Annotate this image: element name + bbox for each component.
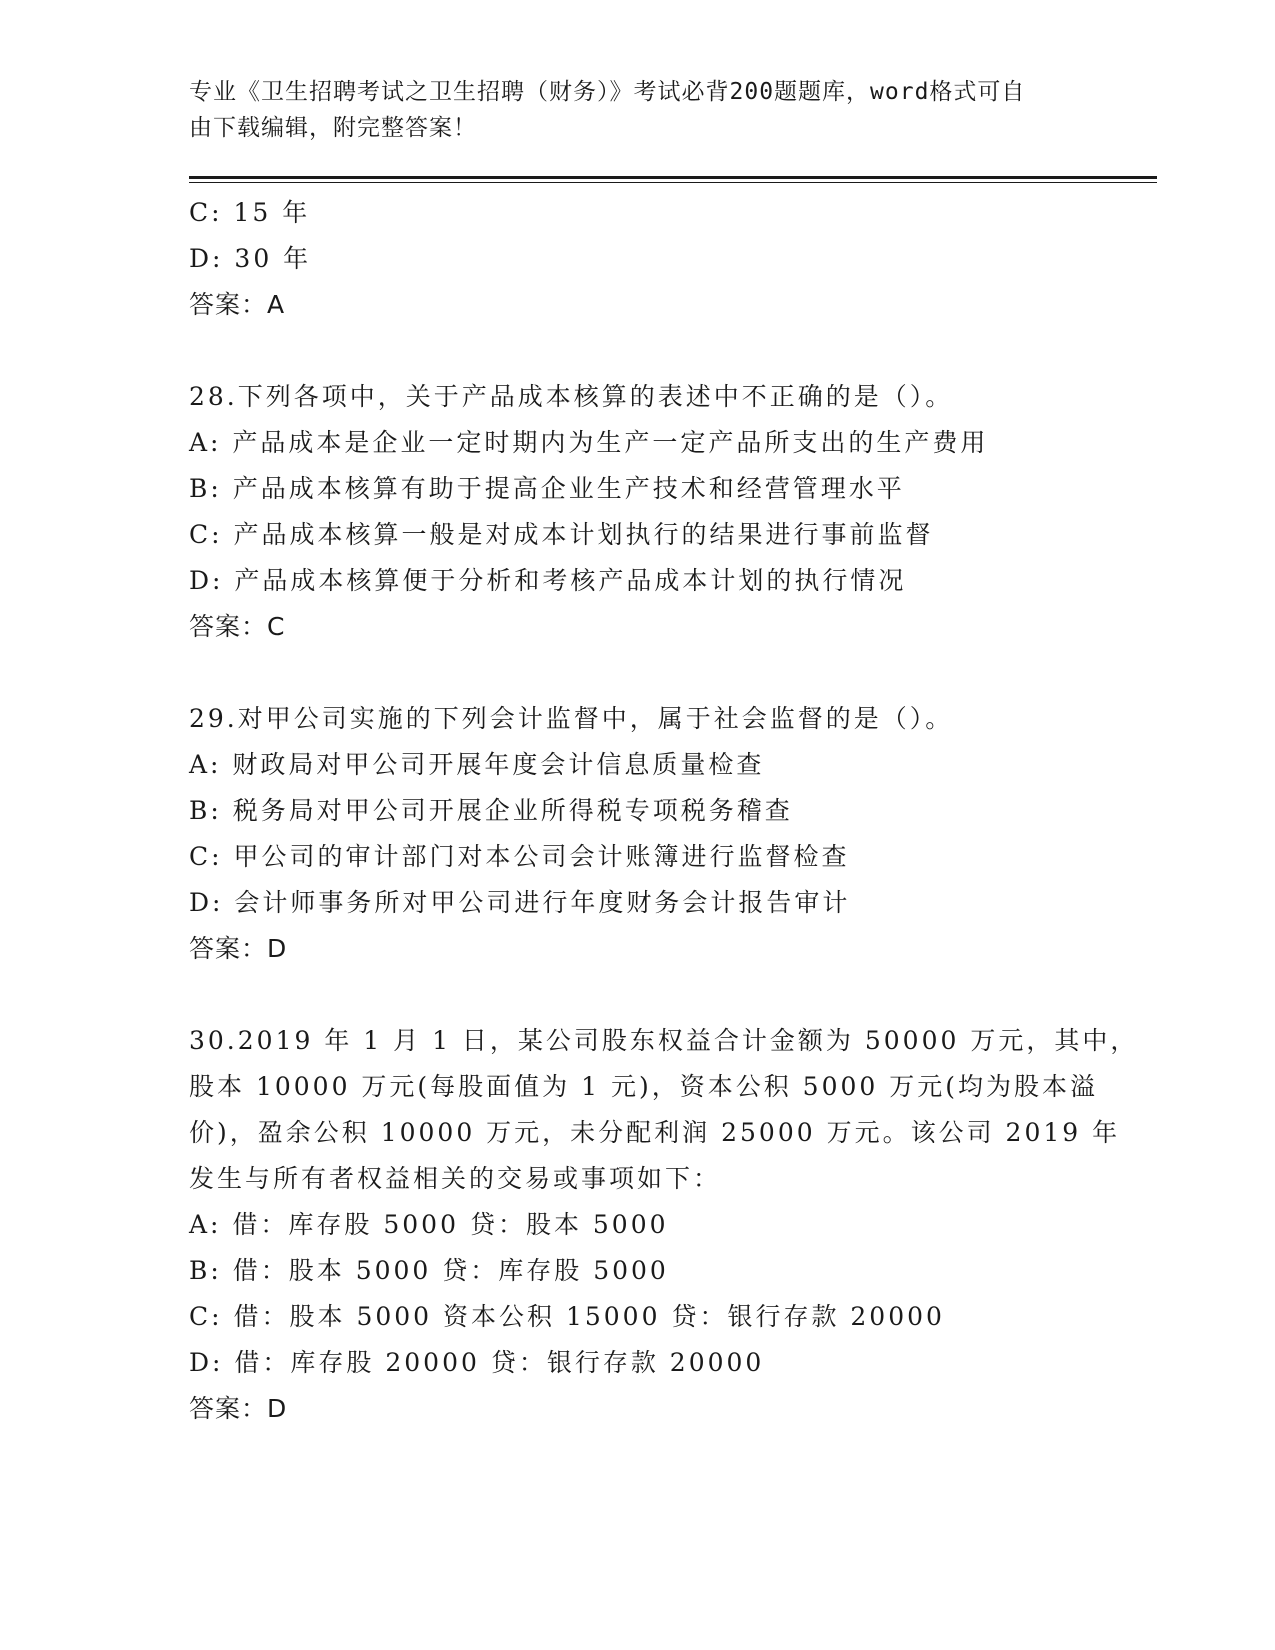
- question-30: [189, 1018, 1139, 1432]
- option-c: C: 15 年: [189, 198, 311, 227]
- header-divider-thick: [189, 176, 1157, 179]
- option-a: A: 财政局对甲公司开展年度会计信息质量检查: [189, 750, 765, 779]
- question-29: [189, 696, 1089, 972]
- option-c: C: 甲公司的审计部门对本公司会计账簿进行监督检查: [189, 842, 850, 871]
- header-title-line-2: 由下载编辑，附完整答案！: [189, 115, 477, 141]
- option-d: D: 借：库存股 20000 贷：银行存款 20000: [189, 1348, 765, 1377]
- answer-line: 答案：A: [189, 290, 286, 319]
- header-divider-thin: [189, 182, 1157, 183]
- header-title-line-1: 专业《卫生招聘考试之卫生招聘（财务）》考试必背200题题库，word格式可自: [189, 79, 1026, 105]
- option-a: A: 产品成本是企业一定时期内为生产一定产品所支出的生产费用: [189, 428, 989, 457]
- question-text-line-3: 价)，盈余公积 10000 万元，未分配利润 25000 万元。该公司 2019 年: [189, 1118, 1121, 1147]
- spacer: [189, 328, 1089, 374]
- document-body: [189, 190, 1139, 1432]
- answer-line: 答案：D: [189, 1394, 288, 1423]
- option-d: D: 30 年: [189, 244, 312, 273]
- option-b: B: 产品成本核算有助于提高企业生产技术和经营管理水平: [189, 474, 905, 503]
- question-text-line-4: 发生与所有者权益相关的交易或事项如下：: [189, 1164, 722, 1193]
- option-b: B: 税务局对甲公司开展企业所得税专项税务稽查: [189, 796, 793, 825]
- option-a: A: 借：库存股 5000 贷：股本 5000: [189, 1210, 669, 1239]
- question-27-tail: [189, 190, 1089, 328]
- option-c: C: 产品成本核算一般是对成本计划执行的结果进行事前监督: [189, 520, 934, 549]
- spacer: [189, 972, 1089, 1018]
- question-28: [189, 374, 1089, 650]
- spacer: [189, 650, 1089, 696]
- option-d: D: 产品成本核算便于分析和考核产品成本计划的执行情况: [189, 566, 907, 595]
- question-text-line-2: 股本 10000 万元(每股面值为 1 元)，资本公积 5000 万元(均为股本溢: [189, 1072, 1099, 1101]
- question-text-line-1: 30.2019 年 1 月 1 日，某公司股东权益合计金额为 50000 万元，其中，: [189, 1026, 1139, 1055]
- answer-line: 答案：D: [189, 934, 288, 963]
- question-text: 28.下列各项中，关于产品成本核算的表述中不正确的是（）。: [189, 382, 954, 411]
- question-text: 29.对甲公司实施的下列会计监督中，属于社会监督的是（）。: [189, 704, 954, 733]
- document-header: [189, 74, 1079, 146]
- option-d: D: 会计师事务所对甲公司进行年度财务会计报告审计: [189, 888, 851, 917]
- option-b: B: 借：股本 5000 贷：库存股 5000: [189, 1256, 669, 1285]
- option-c: C: 借：股本 5000 资本公积 15000 贷：银行存款 20000: [189, 1302, 945, 1331]
- answer-line: 答案：C: [189, 612, 286, 641]
